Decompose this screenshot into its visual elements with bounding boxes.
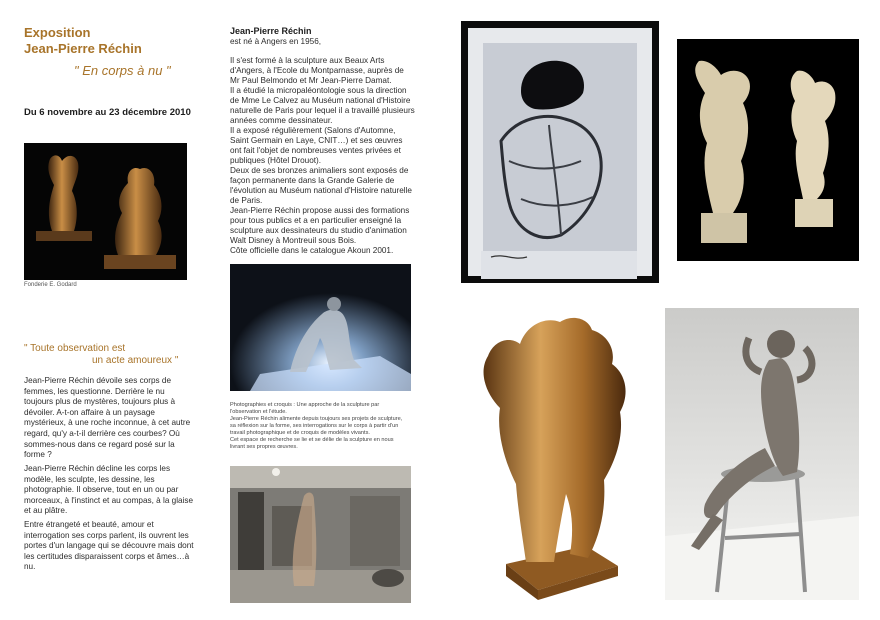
bio-line: de Paris. [230, 196, 263, 205]
bio-line: pour tous publics et a en particulier enseigné la [230, 216, 402, 225]
bio-line: naturelle de Paris pour lequel il a travaillé plusieurs [230, 106, 415, 115]
bio-line: Walt Disney à Montreuil sous Bois. [230, 236, 357, 245]
exhibition-subtitle: " En corps à nu " [74, 63, 171, 78]
seated-model-photo [665, 308, 859, 600]
framed-drawing-photo [461, 21, 659, 283]
bio-line: Deux de ses bronzes animaliers sont exposés de [230, 166, 409, 175]
intro-paragraph: Jean-Pierre Réchin dévoile ses corps de femmes, les questionne. Derrière le nu toujours plus de mystères, toujours plus à dévoiler. A-t-on affaire à un paysage mystérieux, à une roche inconnue, à cet autre regard, qu'y a-t-il derrière ces courbes? Où sommes-nous dans ce regard posé sur la forme ? [24, 376, 191, 460]
bio-line: années comme dessinateur. [230, 116, 333, 125]
bronze-sculptures-photo [24, 143, 187, 280]
closing-paragraph: Entre étrangeté et beauté, amour et interrogation ses corps parlent, ils ouvrent les portes d'un langage qui se découvre mais dont les certitudes disparaissent corps et âmes…à nu. [24, 520, 194, 572]
biography-text [230, 56, 422, 256]
caption-line: travail photographique et de croquis de modèles vivants. [230, 430, 370, 436]
bio-line: Jean-Pierre Réchin propose aussi des formations [230, 206, 410, 215]
quote-line-2: un acte amoureux " [92, 355, 179, 366]
bio-line: sculpture aux dessinateurs du studio d'animation [230, 226, 407, 235]
caption-line: Photographies et croquis : Une approche de la sculpture par [230, 402, 380, 408]
photo-caption [230, 402, 420, 451]
caption-line: l'observation et l'étude. [230, 409, 287, 415]
bio-birth-line: est né à Angers en 1956, [230, 37, 322, 46]
bio-line: d'Angers, à l'Ecole du Montparnasse, auprès de [230, 66, 404, 75]
lightbox-model-photo [230, 264, 411, 391]
bio-line: Saint Germain en Laye, CNIT…) et ses œuvres [230, 136, 403, 145]
plaster-torsos-photo [677, 39, 859, 261]
bronze-torso-photo [466, 314, 652, 600]
bio-line: Il a exposé régulièrement (Salons d'Automne, [230, 126, 396, 135]
exhibition-label: Exposition [24, 25, 91, 40]
bio-line: de Mme Le Calvez au Muséum national d'Histoire [230, 96, 411, 105]
exhibition-dates: Du 6 novembre au 23 décembre 2010 [24, 107, 191, 118]
body-paragraph: Jean-Pierre Réchin décline les corps les modèle, les sculpte, les dessine, les photographie. Il observe, tout en un ou par morceaux, à l'instinct et au compas, à la glaise et au plâtre. [24, 464, 194, 516]
bio-line: l'évolution au Muséum national d'Histoire naturelle [230, 186, 412, 195]
bio-line: Côte officielle dans le catalogue Akoun 2001. [230, 246, 394, 255]
quote-line-1: " Toute observation est [24, 343, 126, 354]
bio-line: Il s'est formé à la sculpture aux Beaux Arts [230, 56, 385, 65]
caption-line: livrant ses propres œuvres. [230, 444, 298, 450]
caption-line: Jean-Pierre Réchin alimente depuis toujours ses projets de sculpture, [230, 416, 403, 422]
bio-line: façon permanente dans la Grande Galerie de [230, 176, 395, 185]
artist-name-title: Jean-Pierre Réchin [24, 41, 142, 56]
bio-artist-name: Jean-Pierre Réchin [230, 26, 312, 36]
caption-line: Cet espace de recherche se lie et se délie de la sculpture en nous [230, 437, 394, 443]
bio-line: ont fait l'objet de nombreuses ventes privées et [230, 146, 401, 155]
photo-credit: Fonderie E. Godard [24, 282, 77, 288]
bio-line: Il a étudié la micropaléontologie sous la direction [230, 86, 407, 95]
studio-photo [230, 466, 411, 603]
bio-line: publiques (Hôtel Drouot). [230, 156, 322, 165]
caption-line: sa réflexion sur la forme, ses interrogations sur le corps à partir d'un [230, 423, 399, 429]
bio-line: Mr Paul Belmondo et Mr Jean-Pierre Damat. [230, 76, 392, 85]
